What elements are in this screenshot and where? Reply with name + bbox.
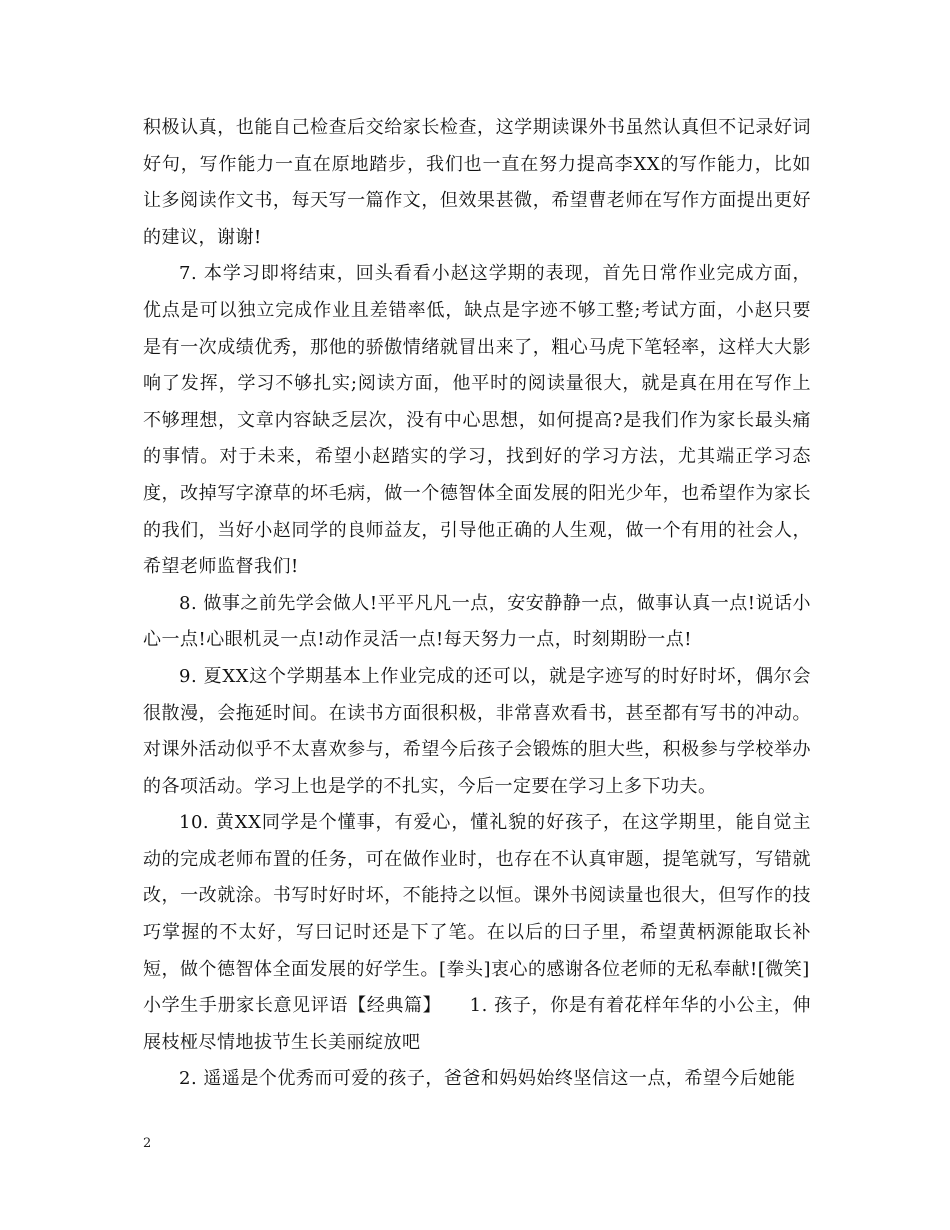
paragraph-item-10: 10. 黄XX同学是个懂事，有爱心，懂礼貌的好孩子，在这学期里，能自觉主动的完成老师布置的任务，可在做作业时，也存在不认真审题，提笔就写，写错就改，一改就涂。书写时好时坏，不能持之以恒。课外书阅读量也很大，但写作的技巧掌握的不太好，写曰记时还是下了笔。在以后的曰子里，希望黄柄源能取长补短，做个德智体全面发展的好学生。[拳头]衷心的感谢各位老师的无私奉献![微笑] xyxy=(143,812,811,980)
paragraph-item-9: 9. 夏XX这个学期基本上作业完成的还可以，就是字迹写的时好时坏，偶尔会很散漫，会拖延时间。在读书方面很积极，非常喜欢看书，甚至都有写书的冲动。对课外活动似乎不太喜欢参与，希望今后孩子会锻炼的胆大些，积极参与学校举办的各项活动。学习上也是学的不扎实，今后一定要在学习上多下功夫。 xyxy=(143,665,811,797)
document-body xyxy=(143,110,811,1098)
paragraph-item-8: 8. 做事之前先学会做人!平平凡凡一点，安安静静一点，做事认真一点!说话小心一点!心眼机灵一点!动作灵活一点!每天努力一点，时刻期盼一点! xyxy=(143,592,811,651)
section-heading-paragraph: 小学生手册家长意见评语【经典篇】 1. 孩子，你是有着花样年华的小公主，伸展枝桠尽情地拔节生长美丽绽放吧 xyxy=(143,995,811,1053)
paragraph-continuation: 积极认真，也能自己检查后交给家长检查，这学期读课外书虽然认真但不记录好词好句，写作能力一直在原地踏步，我们也一直在努力提高李XX的写作能力，比如让多阅读作文书，每天写一篇作文，但效果甚微，希望曹老师在写作方面提出更好的建议，谢谢! xyxy=(143,117,811,248)
paragraph-item-7: 7. 本学习即将结束，回头看看小赵这学期的表现，首先日常作业完成方面，优点是可以独立完成作业且差错率低，缺点是字迹不够工整;考试方面，小赵只要是有一次成绩优秀，那他的骄傲情绪就冒出来了，粗心马虎下笔轻率，这样大大影响了发挥，学习不够扎实;阅读方面，他平时的阅读量很大，就是真在用在写作上不够理想，文章内容缺乏层次，没有中心思想，如何提高?是我们作为家长最头痛的事情。对于未来，希望小赵踏实的学习，找到好的学习方法，尤其端正学习态度，改掉写字潦草的坏毛病，做一个德智体全面发展的阳光少年，也希望作为家长的我们，当好小赵同学的良师益友，引导他正确的人生观，做一个有用的社会人，希望老师监督我们! xyxy=(143,263,811,578)
page-number: 2 xyxy=(143,1136,152,1151)
paragraph-item-2: 2. 遥遥是个优秀而可爱的孩子，爸爸和妈妈始终坚信这一点，希望今后她能 xyxy=(179,1068,796,1090)
